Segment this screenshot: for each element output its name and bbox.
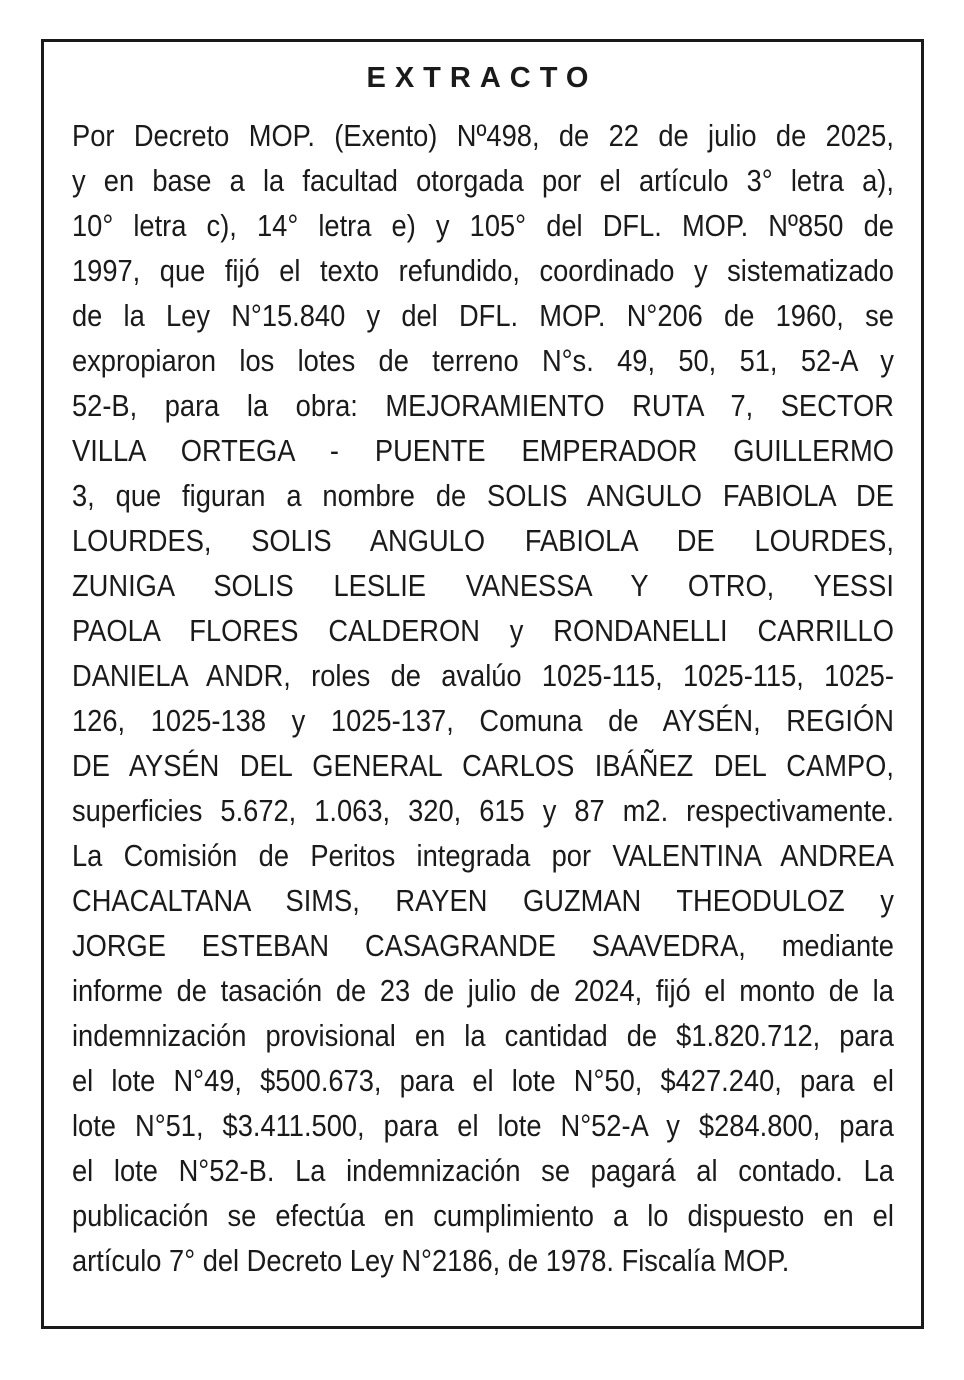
- notice-line: DANIELA ANDR, roles de avalúo 1025-115, 1025-115, 1025-: [72, 658, 894, 693]
- notice-line: el lote N°52-B. La indemnización se pagará al contado. La: [72, 1153, 894, 1188]
- notice-line: JORGE ESTEBAN CASAGRANDE SAAVEDRA, mediante: [72, 928, 894, 963]
- notice-body: [72, 113, 894, 1283]
- notice-line: 126, 1025-138 y 1025-137, Comuna de AYSÉN, REGIÓN: [72, 703, 894, 738]
- notice-line: lote N°51, $3.411.500, para el lote N°52-A y $284.800, para: [72, 1108, 894, 1143]
- notice-line: 1997, que fijó el texto refundido, coordinado y sistematizado: [72, 253, 894, 288]
- notice-line: de la Ley N°15.840 y del DFL. MOP. N°206 de 1960, se: [72, 298, 894, 333]
- notice-line: La Comisión de Peritos integrada por VALENTINA ANDREA: [72, 838, 894, 873]
- notice-line: 3, que figuran a nombre de SOLIS ANGULO FABIOLA DE: [72, 478, 894, 513]
- notice-line: superficies 5.672, 1.063, 320, 615 y 87 m2. respectivamente.: [72, 793, 894, 828]
- notice-line: PAOLA FLORES CALDERON y RONDANELLI CARRILLO: [72, 613, 894, 648]
- notice-line: DE AYSÉN DEL GENERAL CARLOS IBÁÑEZ DEL CAMPO,: [72, 748, 894, 783]
- notice-line: indemnización provisional en la cantidad de $1.820.712, para: [72, 1018, 894, 1053]
- notice-line: publicación se efectúa en cumplimiento a lo dispuesto en el: [72, 1198, 894, 1233]
- notice-line: expropiaron los lotes de terreno N°s. 49, 50, 51, 52-A y: [72, 343, 894, 378]
- notice-line: 10° letra c), 14° letra e) y 105° del DFL. MOP. Nº850 de: [72, 208, 894, 243]
- notice-line: ZUNIGA SOLIS LESLIE VANESSA Y OTRO, YESSI: [72, 568, 894, 603]
- notice-line: informe de tasación de 23 de julio de 2024, fijó el monto de la: [72, 973, 894, 1008]
- notice-title: EXTRACTO: [366, 62, 598, 94]
- notice-line: el lote N°49, $500.673, para el lote N°50, $427.240, para el: [72, 1063, 894, 1098]
- notice-line-last: artículo 7° del Decreto Ley N°2186, de 1978. Fiscalía MOP.: [72, 1243, 790, 1278]
- notice-line: VILLA ORTEGA - PUENTE EMPERADOR GUILLERMO: [72, 433, 894, 468]
- notice-line: Por Decreto MOP. (Exento) Nº498, de 22 de julio de 2025,: [72, 118, 894, 153]
- notice-line: CHACALTANA SIMS, RAYEN GUZMAN THEODULOZ y: [72, 883, 894, 918]
- notice-line: 52-B, para la obra: MEJORAMIENTO RUTA 7, SECTOR: [72, 388, 894, 423]
- notice-line: y en base a la facultad otorgada por el artículo 3° letra a),: [72, 163, 894, 198]
- notice-line: LOURDES, SOLIS ANGULO FABIOLA DE LOURDES,: [72, 523, 894, 558]
